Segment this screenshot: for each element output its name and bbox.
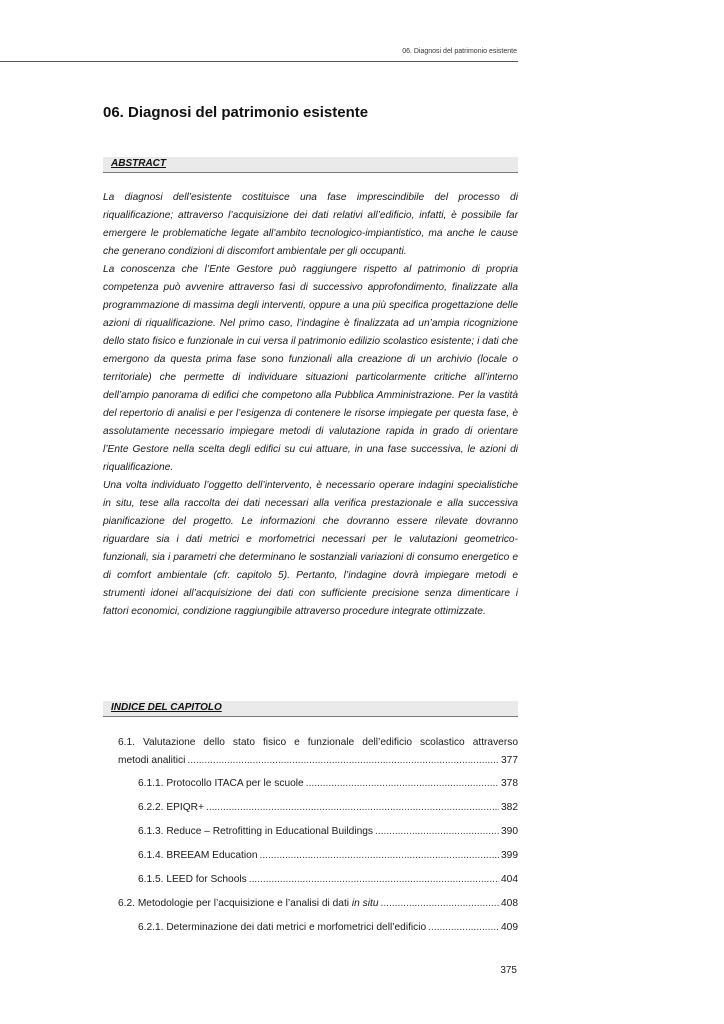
toc-entry-first-line: 6.1. Valutazione dello stato fisico e funzionale dell’edificio scolastico attraverso — [118, 737, 518, 748]
toc-leader-dots — [249, 871, 499, 889]
toc-entry-label-emphasis: in situ — [351, 898, 379, 909]
toc-leader-dots — [306, 775, 499, 793]
abstract-heading-bar — [103, 157, 518, 173]
toc-leader-dots — [375, 823, 499, 841]
toc-entry-label: 6.1.5. LEED for Schools — [138, 874, 247, 885]
toc-entry-6-1-5[interactable] — [138, 871, 518, 889]
toc-entry-6-1-4[interactable] — [138, 847, 518, 865]
toc-entry-label: 6.2.1. Determinazione dei dati metrici e morfometrici dell’edificio — [138, 922, 427, 933]
toc-entry-page: 377 — [501, 755, 518, 766]
toc-entry-page: 390 — [501, 826, 518, 837]
running-header: 06. Diagnosi del patrimonio esistente — [402, 48, 517, 55]
toc-leader-dots — [381, 895, 499, 913]
header-rule — [0, 61, 518, 62]
toc-entry-page: 404 — [501, 874, 518, 885]
toc-entry-page: 408 — [501, 898, 518, 909]
abstract-paragraph: La diagnosi dell’esistente costituisce una fase imprescindibile del processo di riqualificazione; attraverso l’acquisizione dei dati relativi all’edificio, infatti, è possibile far emergere le problematiche legate all’ambito tecnologico-impiantistico, ma anche le cause che generano condizioni di discomfort ambientale per gli occupanti. — [103, 192, 518, 257]
toc-leader-dots — [187, 752, 499, 770]
chapter-title: 06. Diagnosi del patrimonio esistente — [103, 104, 369, 121]
toc-entry-6-1[interactable] — [118, 734, 518, 770]
toc-entry-label: 6.1.4. BREEAM Education — [138, 850, 258, 861]
toc-entry-page: 409 — [501, 922, 518, 933]
abstract-heading: ABSTRACT — [111, 158, 166, 169]
toc-entry-label: 6.1.3. Reduce – Retrofitting in Educational Buildings — [138, 826, 374, 837]
toc-entry-6-2-1[interactable] — [138, 919, 518, 937]
toc-entry-label: 6.2.2. EPIQR+ — [138, 802, 204, 813]
toc-entry-6-1-3[interactable] — [138, 823, 518, 841]
toc-entry-label — [118, 895, 379, 913]
toc-leader-dots — [259, 847, 499, 865]
abstract-body — [103, 189, 518, 621]
toc-entry-page: 382 — [501, 802, 518, 813]
abstract-paragraph: Una volta individuato l’oggetto dell’intervento, è necessario operare indagini specialistiche in situ, tese alla raccolta dei dati necessari alla verifica prestazionale e alla successiva pianificazione del progetto. Le informazioni che dovranno essere rilevate dovranno riguardare sia i dati metrici e morfometrici necessari per le valutazioni geometrico-funzionali, sia i parametri che determinano le sostanziali variazioni di consumo energetico e di comfort ambientale (cfr. capitolo 5). Pertanto, l’indagine dovrà impiegare metodi e strumenti idonei all’acquisizione dei dati con sufficiente precisione senza dimenticare i fattori economici, condizione raggiungibile attraverso procedure integrate ottimizzate. — [103, 480, 518, 617]
toc-entry-6-1-1[interactable] — [138, 775, 518, 793]
toc-heading: INDICE DEL CAPITOLO — [111, 702, 222, 713]
toc-entry-label: metodi analitici — [118, 755, 186, 766]
toc-heading-bar — [103, 701, 518, 717]
toc-leader-dots — [428, 919, 499, 937]
toc-entry-label-text: 6.2. Metodologie per l’acquisizione e l’analisi di dati — [118, 898, 352, 909]
toc-entry-page: 378 — [501, 778, 518, 789]
toc-entry-label: 6.1.1. Protocollo ITACA per le scuole — [138, 778, 304, 789]
toc-leader-dots — [206, 799, 499, 817]
toc-entry-page: 399 — [501, 850, 518, 861]
toc-entry-6-2[interactable] — [118, 895, 518, 913]
page-number: 375 — [500, 965, 517, 976]
toc-entry-6-2-2[interactable] — [138, 799, 518, 817]
abstract-paragraph: La conoscenza che l’Ente Gestore può raggiungere rispetto al patrimonio di propria competenza può avvenire attraverso fasi di successivo approfondimento, finalizzate alla programmazione di massima degli interventi, oppure a una più specifica progettazione delle azioni di riqualificazione. Nel primo caso, l’indagine è finalizzata ad un’ampia ricognizione dello stato fisico e funzionale in cui versa il patrimonio edilizio scolastico esistente; i dati che emergono da questa prima fase sono funzionali alla creazione di un archivio (locale o territoriale) che permette di individuare situazioni particolarmente critiche all’interno dell’ampio panorama di edifici che competono alla Pubblica Amministrazione. Per la vastità del repertorio di analisi e per l’esigenza di contenere le risorse impiegate per questa fase, è assolutamente necessario impiegare metodi di valutazione rapida in grado di orientare l’Ente Gestore nella scelta degli edifici su cui attuare, in una fase successiva, le azioni di riqualificazione. — [103, 264, 518, 473]
